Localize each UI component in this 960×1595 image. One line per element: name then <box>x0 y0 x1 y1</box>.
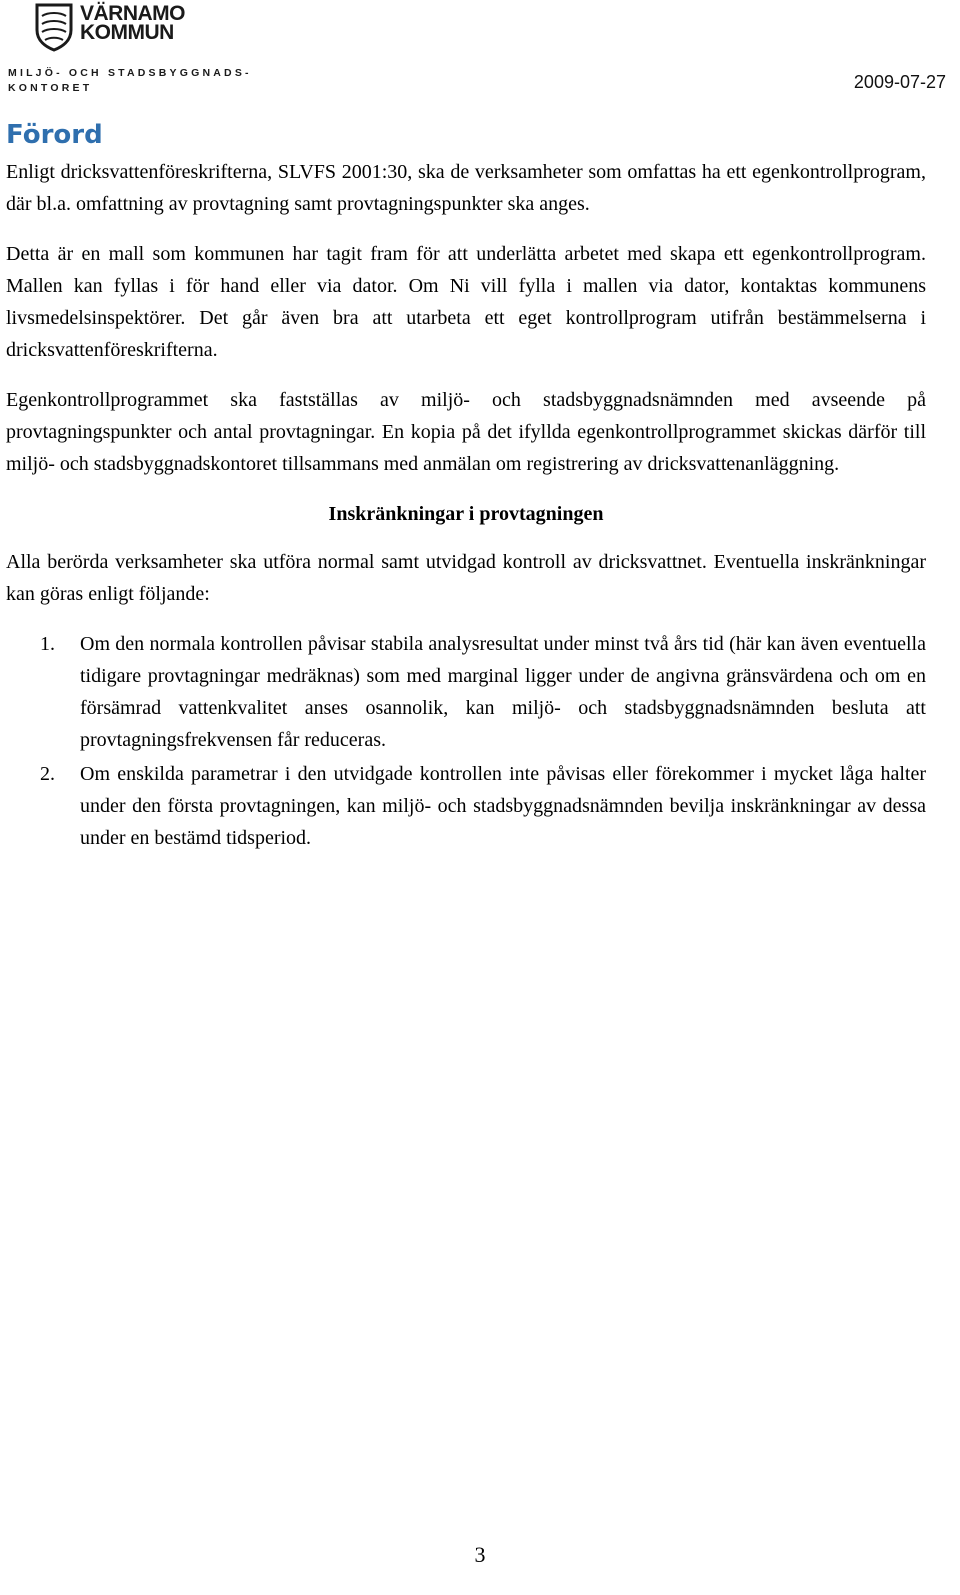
paragraph-2: Detta är en mall som kommunen har tagit fram för att underlätta arbetet med skapa ett egenkontrollprogram. Mallen kan fyllas i för hand eller via dator. Om Ni vill fylla i mallen via dator, kontaktas kommunens livsmedelsinspektörer. Det går även bra att utarbeta ett eget kontrollprogram utifrån bestämmelserna i dricksvattenföreskrifterna. <box>6 243 926 361</box>
list-item-text: Om enskilda parametrar i den utvidgade kontrollen inte påvisas eller förekommer i mycket låga halter under den första provtagningen, kan miljö- och stadsbyggnadsnämnden bevilja inskränkningar av dessa under en bestämd tidsperiod. <box>80 763 926 849</box>
section-intro: Alla berörda verksamheter ska utföra normal samt utvidgad kontroll av dricksvattnet. Eventuella inskränkningar kan göras enligt följande: <box>6 551 926 605</box>
logo-wordmark <box>80 4 185 42</box>
page-header <box>0 0 960 100</box>
document-date: 2009-07-27 <box>853 72 946 92</box>
document-body <box>6 116 926 856</box>
list-item-number: 2. <box>40 763 55 785</box>
page-number: 3 <box>474 1542 486 1567</box>
department-line-2: KONTORET <box>8 82 93 94</box>
department-name <box>8 66 252 96</box>
document-title: Förord <box>6 120 103 150</box>
varnamo-kommun-logo <box>34 2 224 54</box>
department-line-1: MILJÖ- OCH STADSBYGGNADS- <box>8 67 252 79</box>
list-item <box>6 628 926 756</box>
restriction-list <box>6 628 926 854</box>
list-item-text: Om den normala kontrollen påvisar stabila analysresultat under minst två års tid (här kan även eventuella tidigare provtagningar medräknas) som med marginal ligger under de angivna gränsvärdena och om en försämrad vattenkvalitet anses osannolik, kan miljö- och stadsbyggnadsnämnden besluta att provtagningsfrekvensen får reduceras. <box>80 633 926 751</box>
list-item <box>6 758 926 854</box>
paragraph-3: Egenkontrollprogrammet ska fastställas av miljö- och stadsbyggnadsnämnden med avseende på provtagningspunkter och antal provtagningar. En kopia på det ifyllda egenkontrollprogrammet skickas därför till miljö- och stadsbyggnadskontoret tillsammans med anmälan om registrering av dricksvattenanläggning. <box>6 389 926 475</box>
logo-line-1: VÄRNAMO <box>80 2 185 25</box>
logo-line-2: KOMMUN <box>80 21 174 44</box>
paragraph-1: Enligt dricksvattenföreskrifterna, SLVFS 2001:30, ska de verksamheter som omfattas ha ett egenkontrollprogram, där bl.a. omfattning av provtagning samt provtagningspunkter ska anges. <box>6 161 926 215</box>
list-item-number: 1. <box>40 633 55 655</box>
section-heading: Inskränkningar i provtagningen <box>328 503 604 525</box>
coat-of-arms-icon <box>34 2 74 52</box>
